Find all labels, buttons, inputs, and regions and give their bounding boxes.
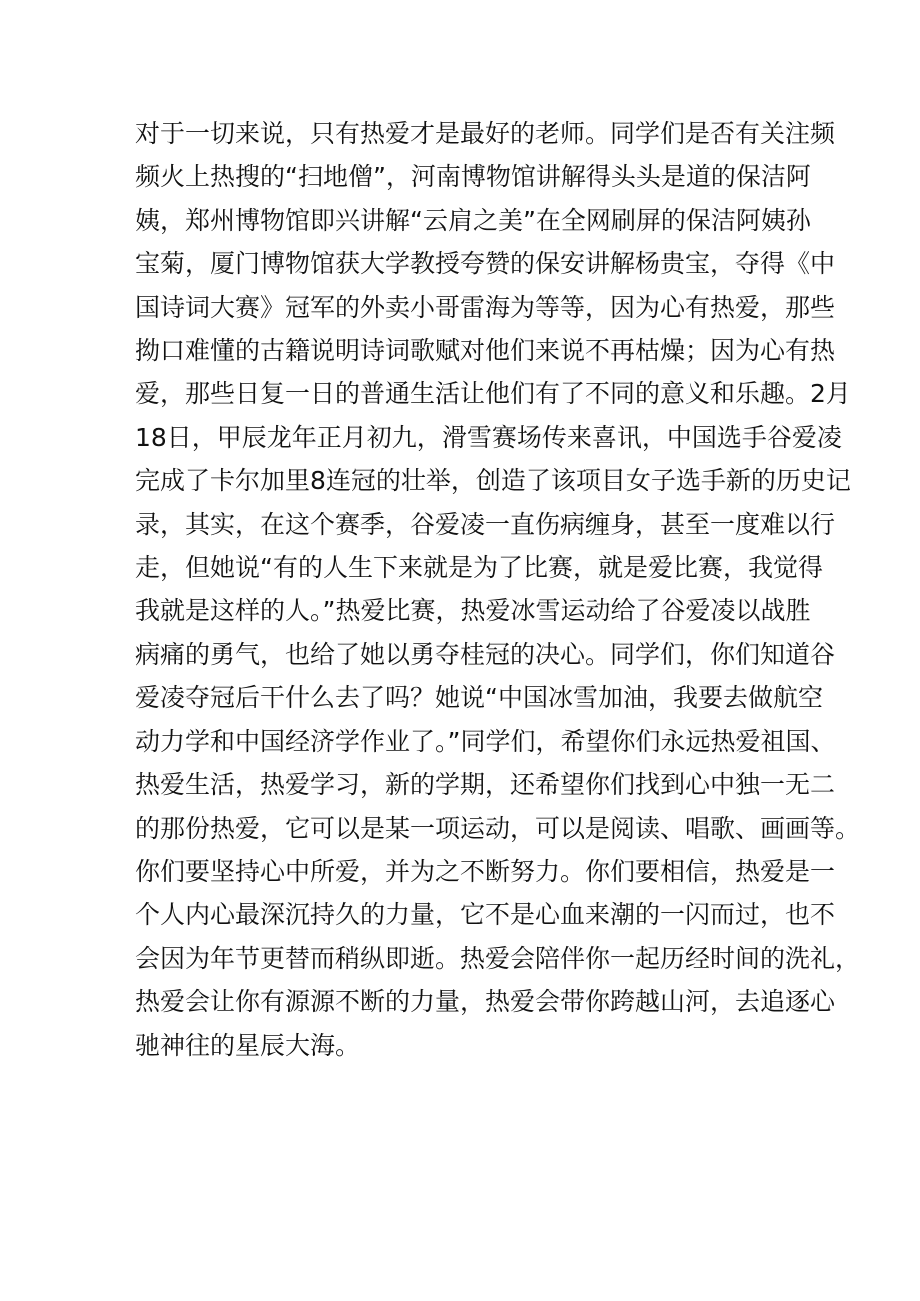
text-line-8: 18日，甲辰龙年正月初九，滑雪赛场传来喜讯，中国选手谷爱凌 xyxy=(135,422,842,452)
text-line-15: 动力学和中国经济学作业了。”同学们，希望你们永远热爱祖国、 xyxy=(135,726,836,756)
text-line-13: 病痛的勇气，也给了她以勇夺桂冠的决心。同学们，你们知道谷 xyxy=(135,639,836,669)
text-line-9: 完成了卡尔加里8连冠的壮举，创造了该项目女子选手新的历史记 xyxy=(135,466,851,496)
text-line-17: 的那份热爱，它可以是某一项运动，可以是阅读、唱歌、画画等。 xyxy=(135,813,861,843)
text-line-12: 我就是这样的人。”热爱比赛，热爱冰雪运动给了谷爱凌以战胜 xyxy=(135,596,811,626)
text-line-16: 热爱生活，热爱学习，新的学期，还希望你们找到心中独一无二 xyxy=(135,770,836,800)
text-line-2: 频火上热搜的“扫地僧”，河南博物馆讲解得头头是道的保洁阿 xyxy=(135,162,811,192)
text-line-22: 驰神往的星辰大海。 xyxy=(135,1030,361,1060)
text-line-4: 宝菊，厦门博物馆获大学教授夸赞的保安讲解杨贵宝，夺得《中 xyxy=(135,249,836,279)
text-line-3: 姨，郑州博物馆即兴讲解“云肩之美”在全网刷屏的保洁阿姨孙 xyxy=(135,205,811,235)
text-line-7: 爱，那些日复一日的普通生活让他们有了不同的意义和乐趣。2月 xyxy=(135,379,851,409)
text-line-19: 个人内心最深沉持久的力量，它不是心血来潮的一闪而过，也不 xyxy=(135,900,836,930)
body-paragraph xyxy=(135,112,861,1067)
text-line-20: 会因为年节更替而稍纵即逝。热爱会陪伴你一起历经时间的洗礼， xyxy=(135,943,861,973)
text-line-14: 爱凌夺冠后干什么去了吗？她说“中国冰雪加油，我要去做航空 xyxy=(135,683,823,713)
text-line-5: 国诗词大赛》冠军的外卖小哥雷海为等等，因为心有热爱，那些 xyxy=(135,292,836,322)
text-line-1: 对于一切来说，只有热爱才是最好的老师。同学们是否有关注频 xyxy=(135,119,836,148)
text-line-10: 录，其实，在这个赛季，谷爱凌一直伤病缠身，甚至一度难以行 xyxy=(135,509,836,539)
text-line-21: 热爱会让你有源源不断的力量，热爱会带你跨越山河，去追逐心 xyxy=(135,987,836,1017)
text-line-18: 你们要坚持心中所爱，并为之不断努力。你们要相信，热爱是一 xyxy=(135,856,836,886)
text-line-11: 走，但她说“有的人生下来就是为了比赛，就是爱比赛，我觉得 xyxy=(135,553,823,583)
text-line-6: 拗口难懂的古籍说明诗词歌赋对他们来说不再枯燥；因为心有热 xyxy=(135,336,836,366)
